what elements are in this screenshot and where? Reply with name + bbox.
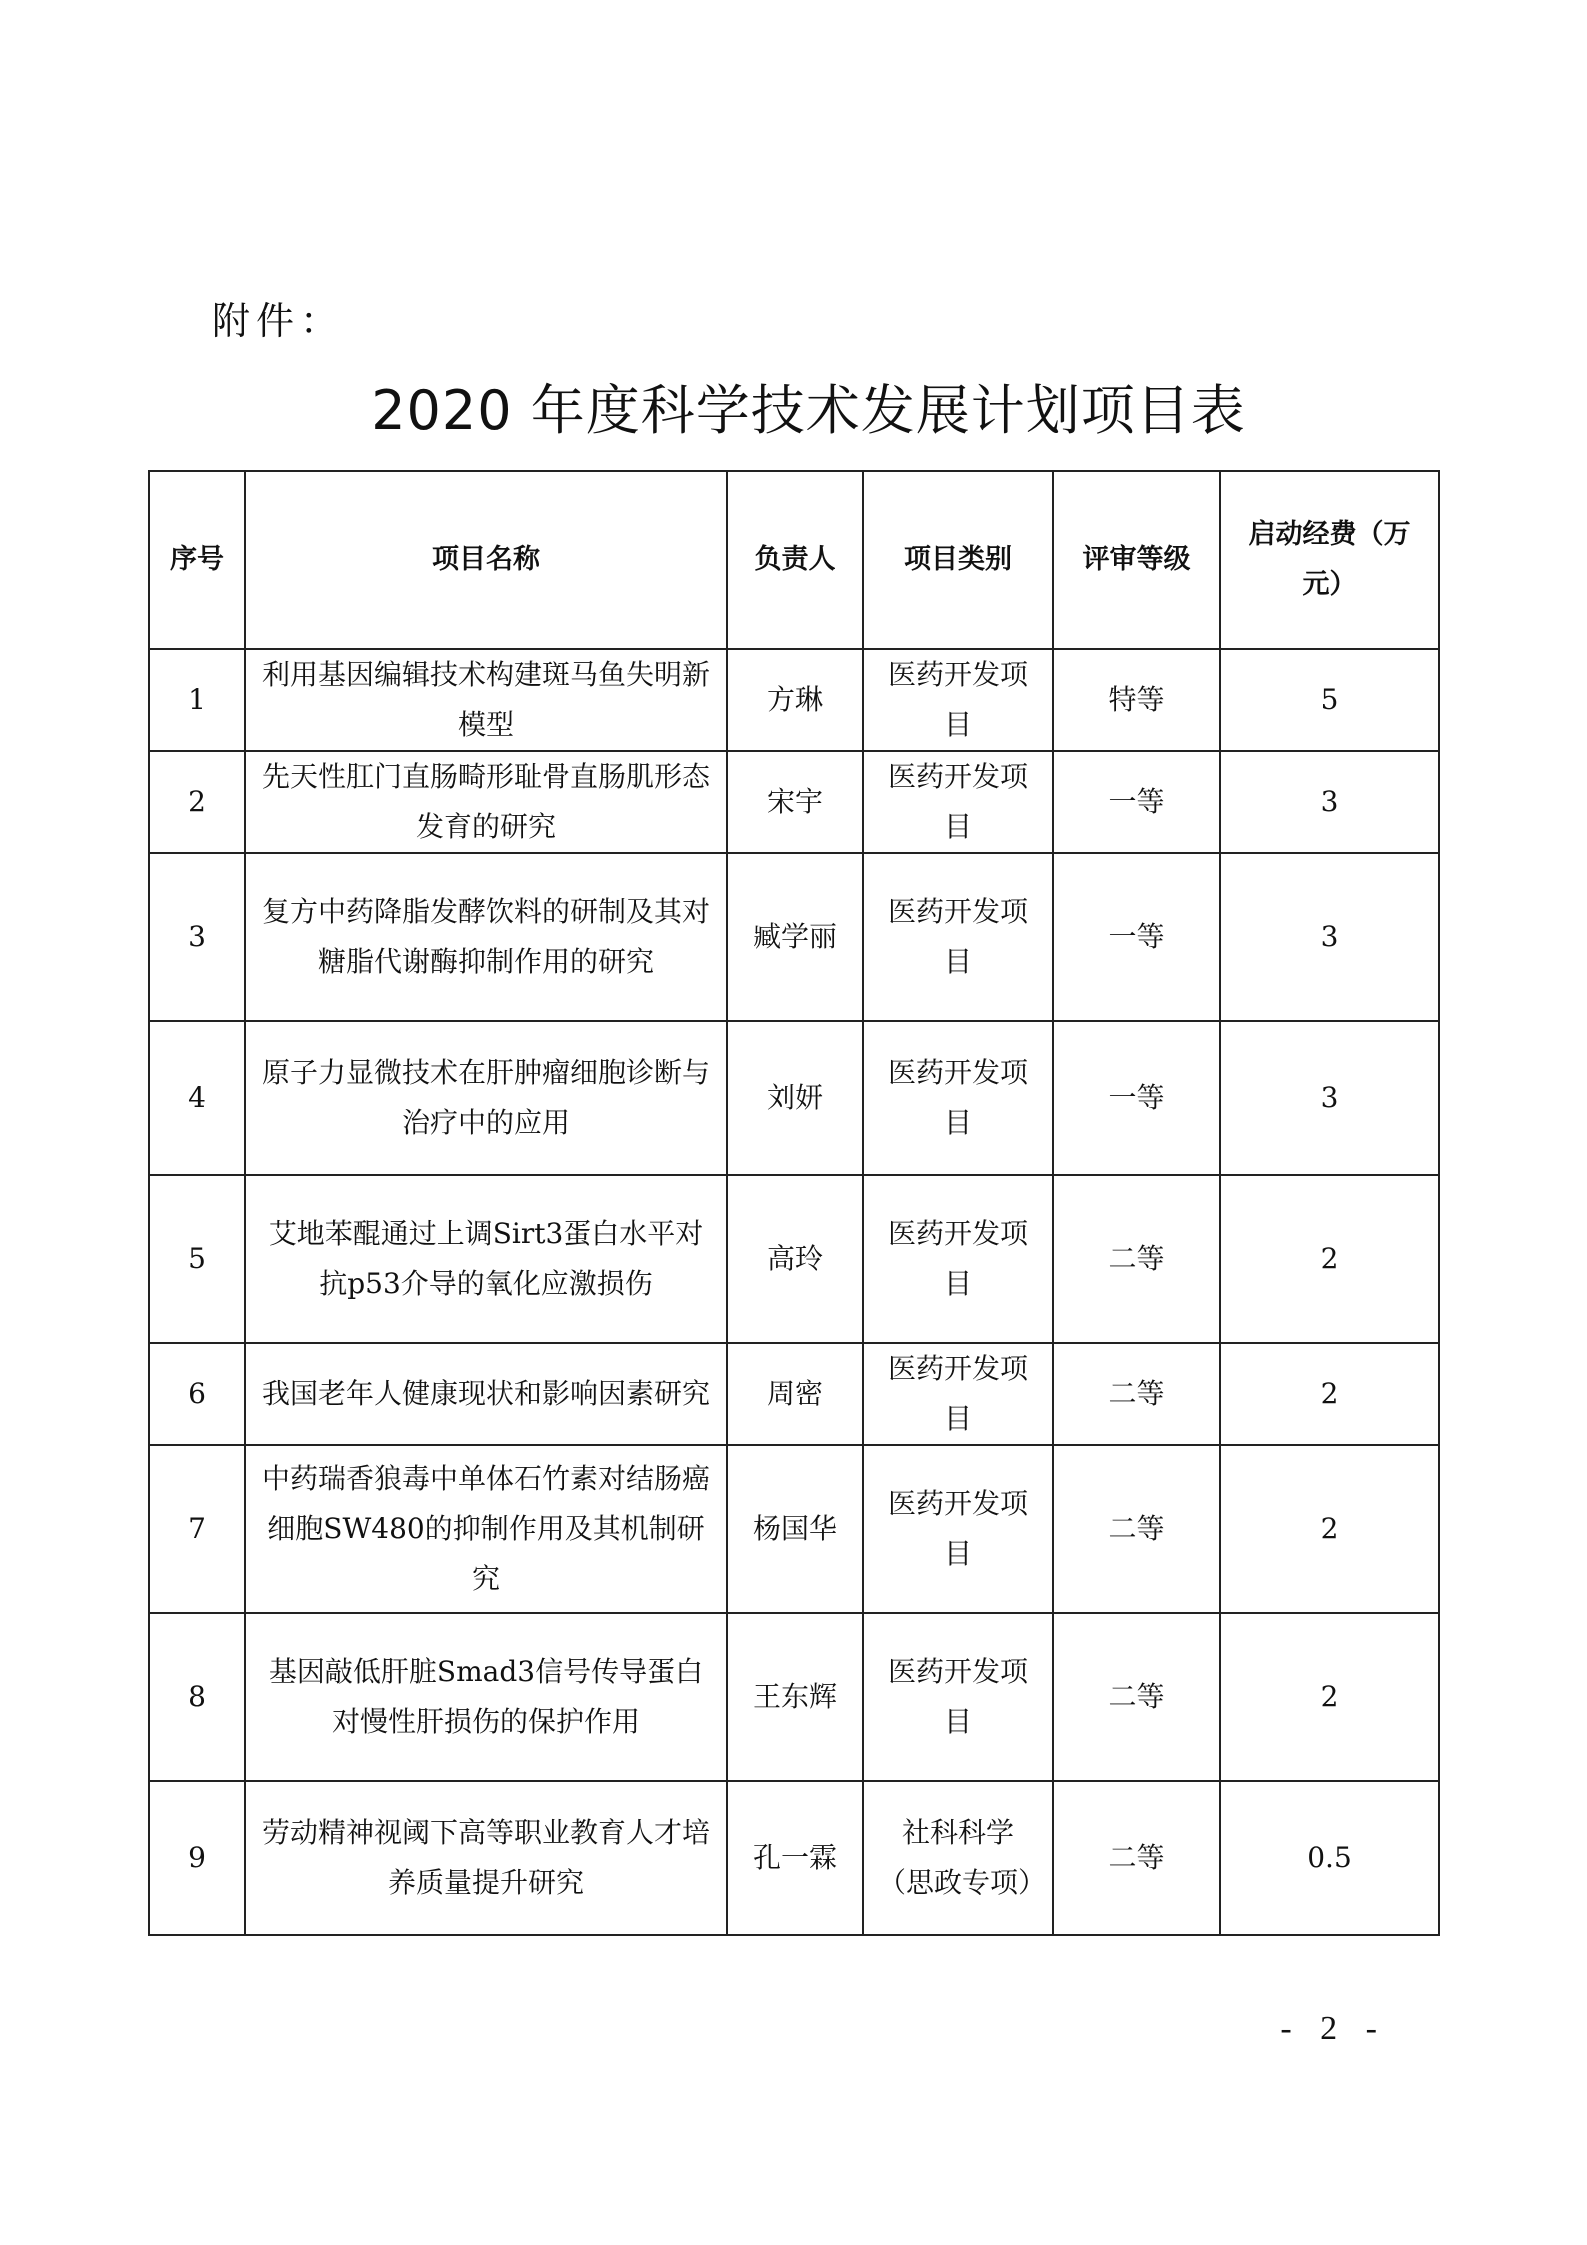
header-serial-number: 序号 (149, 471, 245, 649)
table-row (149, 1445, 1439, 1613)
row-fund: 2 (1220, 1613, 1439, 1781)
row-category: 医药开发项目 (863, 1613, 1053, 1781)
row-grade: 一等 (1053, 1021, 1220, 1175)
header-leader: 负责人 (727, 471, 863, 649)
row-leader: 高玲 (727, 1175, 863, 1343)
header-project-category: 项目类别 (863, 471, 1053, 649)
row-fund: 2 (1220, 1343, 1439, 1445)
row-category: 医药开发项目 (863, 1021, 1053, 1175)
table-row (149, 751, 1439, 853)
table-row (149, 1613, 1439, 1781)
row-grade: 一等 (1053, 853, 1220, 1021)
row-leader: 臧学丽 (727, 853, 863, 1021)
row-grade: 二等 (1053, 1175, 1220, 1343)
row-grade: 二等 (1053, 1613, 1220, 1781)
row-fund: 3 (1220, 1021, 1439, 1175)
row-category: 医药开发项目 (863, 853, 1053, 1021)
page-number: - 2 - (1280, 2010, 1387, 2047)
table-row (149, 649, 1439, 751)
row-category: 医药开发项目 (863, 1445, 1053, 1613)
row-serial-number: 3 (149, 853, 245, 1021)
row-project-name: 中药瑞香狼毒中单体石竹素对结肠癌细胞SW480的抑制作用及其机制研究 (245, 1445, 727, 1613)
row-project-name: 艾地苯醌通过上调Sirt3蛋白水平对抗p53介导的氧化应激损伤 (245, 1175, 727, 1343)
row-grade: 一等 (1053, 751, 1220, 853)
row-project-name: 复方中药降脂发酵饮料的研制及其对糖脂代谢酶抑制作用的研究 (245, 853, 727, 1021)
row-category: 医药开发项目 (863, 751, 1053, 853)
row-serial-number: 6 (149, 1343, 245, 1445)
row-leader: 王东辉 (727, 1613, 863, 1781)
row-fund: 2 (1220, 1445, 1439, 1613)
table-header-row (149, 471, 1439, 649)
row-serial-number: 4 (149, 1021, 245, 1175)
row-project-name: 我国老年人健康现状和影响因素研究 (245, 1343, 727, 1445)
row-fund: 5 (1220, 649, 1439, 751)
row-project-name: 利用基因编辑技术构建斑马鱼失明新模型 (245, 649, 727, 751)
page-title: 2020 年度科学技术发展计划项目表 (371, 379, 1246, 442)
header-startup-fund: 启动经费（万元） (1220, 471, 1439, 649)
row-grade: 特等 (1053, 649, 1220, 751)
row-leader: 宋宇 (727, 751, 863, 853)
row-project-name: 基因敲低肝脏Smad3信号传导蛋白对慢性肝损伤的保护作用 (245, 1613, 727, 1781)
row-category: 医药开发项目 (863, 649, 1053, 751)
row-serial-number: 1 (149, 649, 245, 751)
project-table (148, 470, 1440, 1936)
row-project-name: 劳动精神视阈下高等职业教育人才培养质量提升研究 (245, 1781, 727, 1935)
row-serial-number: 9 (149, 1781, 245, 1935)
row-project-name: 原子力显微技术在肝肿瘤细胞诊断与治疗中的应用 (245, 1021, 727, 1175)
row-fund: 2 (1220, 1175, 1439, 1343)
row-grade: 二等 (1053, 1781, 1220, 1935)
row-fund: 3 (1220, 853, 1439, 1021)
row-serial-number: 8 (149, 1613, 245, 1781)
row-grade: 二等 (1053, 1445, 1220, 1613)
table-row (149, 1781, 1439, 1935)
row-category: 医药开发项目 (863, 1175, 1053, 1343)
row-category: 医药开发项目 (863, 1343, 1053, 1445)
row-leader: 孔一霖 (727, 1781, 863, 1935)
table-row (149, 1021, 1439, 1175)
row-fund: 0.5 (1220, 1781, 1439, 1935)
row-leader: 周密 (727, 1343, 863, 1445)
row-serial-number: 5 (149, 1175, 245, 1343)
row-fund: 3 (1220, 751, 1439, 853)
header-project-name: 项目名称 (245, 471, 727, 649)
row-serial-number: 2 (149, 751, 245, 853)
row-serial-number: 7 (149, 1445, 245, 1613)
header-review-grade: 评审等级 (1053, 471, 1220, 649)
table-row (149, 1343, 1439, 1445)
attachment-label: 附件： (212, 299, 345, 343)
row-project-name: 先天性肛门直肠畸形耻骨直肠肌形态发育的研究 (245, 751, 727, 853)
row-leader: 方琳 (727, 649, 863, 751)
row-category: 社科科学（思政专项） (863, 1781, 1053, 1935)
table-row (149, 853, 1439, 1021)
row-grade: 二等 (1053, 1343, 1220, 1445)
row-leader: 刘妍 (727, 1021, 863, 1175)
table-row (149, 1175, 1439, 1343)
row-leader: 杨国华 (727, 1445, 863, 1613)
